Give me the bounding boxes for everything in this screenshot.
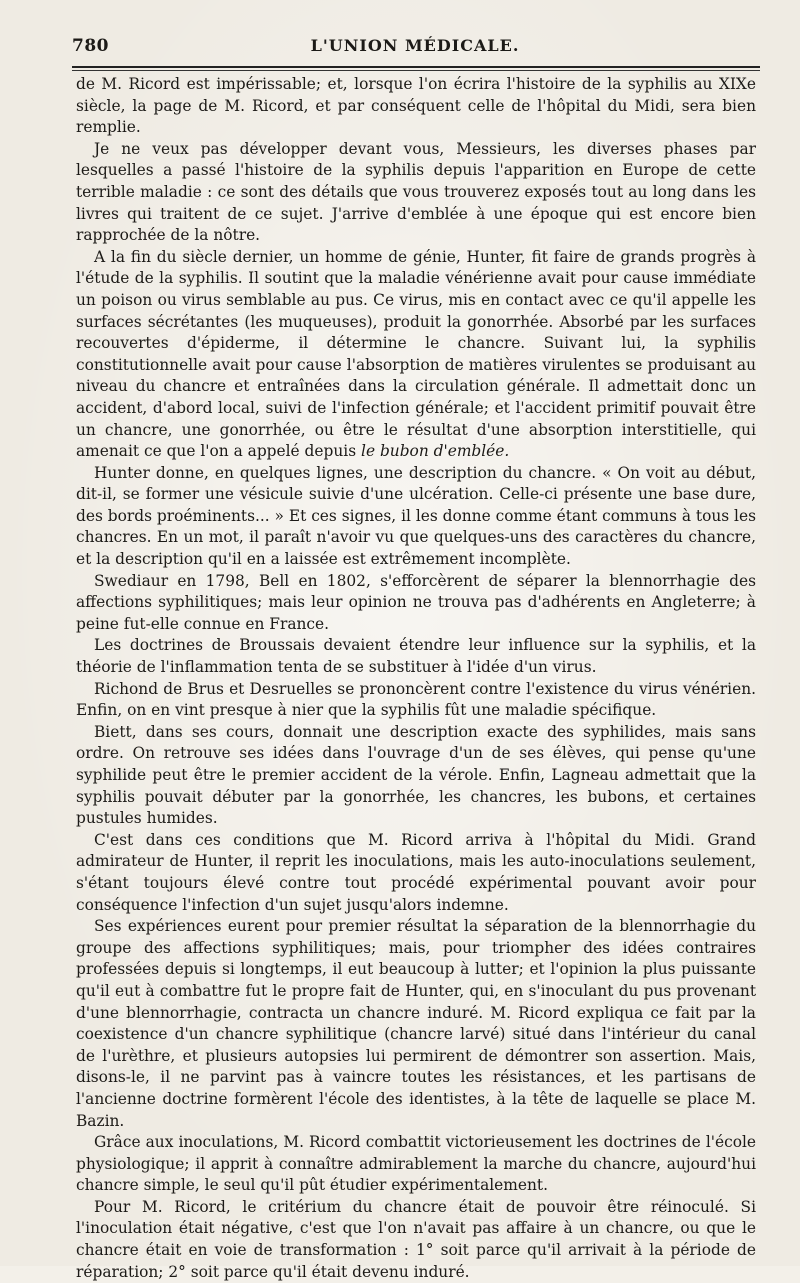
paragraph-4: Hunter donne, en quelques lignes, une description du chancre. « On voit au début, dit-il, se former une vésicule suivie d'une ulcération. Celle-ci présente une base dure, des bords proéminents... » Et ces signes, il les donne comme étant communs à tous les chancres. En un mot, il paraît n'avoir vu que quelques-uns des caractères du chancre, et la description qu'il en a laissée est extrêmement incomplète. <box>76 463 756 569</box>
paragraph-3 <box>76 247 756 463</box>
paragraph-6: Les doctrines de Broussais devaient étendre leur influence sur la syphilis, et la théorie de l'inflammation tenta de se substituer à l'idée d'un virus. <box>76 636 756 677</box>
page-header <box>72 36 758 64</box>
paragraph-3-text: A la fin du siècle dernier, un homme de génie, Hunter, fit faire de grands progrès à l'étude de la syphilis. Il soutint que la maladie vénérienne avait pour cause immédiate un poison ou virus semblable au pus. Ce virus, mis en contact avec ce qu'il appelle les surfaces sécrétantes (les muqueuses), produit la gonorrhée. Absorbé par les surfaces recouvertes d'épiderme, il détermine le chancre. Suivant lui, la syphilis constitutionnelle avait pour cause l'absorption de matières virulentes se produisant au niveau du chancre et entraînées dans la circulation générale. Il admettait donc un accident, d'abord local, suivi de l'infection générale; et l'accident primitif pouvait être un chancre, une gonorrhée, ou être le résultat d'une absorption interstitielle, qui amenait ce que l'on a appelé depuis <box>76 247 756 461</box>
article-body <box>76 74 756 1283</box>
running-title: L'UNION MÉDICALE. <box>310 36 520 55</box>
paragraph-1: de M. Ricord est impérissable; et, lorsque l'on écrira l'histoire de la syphilis au XIXe siècle, la page de M. Ricord, et par conséquent celle de l'hôpital du Midi, sera bien remplie. <box>76 75 756 137</box>
paragraph-3-italic: le bubon d'emblée. <box>361 442 510 461</box>
paragraph-12: Pour M. Ricord, le critérium du chancre était de pouvoir être réinoculé. Si l'inoculation était négative, c'est que l'on n'avait pas affaire à un chancre, ou que le chancre était en voie de transformation : 1° soit parce qu'il arrivait à la période de réparation; 2° soit parce qu'il était devenu induré. <box>76 1197 756 1281</box>
page-number: 780 <box>72 36 109 56</box>
header-rule <box>72 66 760 68</box>
paragraph-5: Swediaur en 1798, Bell en 1802, s'efforcèrent de séparer la blennorrhagie des affections syphilitiques; mais leur opinion ne trouva pas d'adhérents en Angleterre; à peine fut-elle connue en France. <box>76 571 756 633</box>
paragraph-7: Richond de Brus et Desruelles se prononcèrent contre l'existence du virus vénérien. Enfin, on en vint presque à nier que la syphilis fût une maladie spécifique. <box>76 679 756 720</box>
paragraph-11: Grâce aux inoculations, M. Ricord combattit victorieusement les doctrines de l'école physiologique; il apprit à connaître admirablement la marche du chancre, aujourd'hui chancre simple, le seul qu'il pût étudier expérimentalement. <box>76 1133 756 1195</box>
paragraph-8: Biett, dans ses cours, donnait une description exacte des syphilides, mais sans ordre. On retrouve ses idées dans l'ouvrage d'un de ses élèves, qui pense qu'une syphilide peut être le premier accident de la vérole. Enfin, Lagneau admettait que la syphilis pouvait débuter par la gonorrhée, les chancres, les bubons, et certaines pustules humides. <box>76 722 756 828</box>
header-rule-thin <box>72 70 760 71</box>
paragraph-2: Je ne veux pas développer devant vous, Messieurs, les diverses phases par lesquelles a passé l'histoire de la syphilis depuis l'apparition en Europe de cette terrible maladie : ce sont des détails que vous trouverez exposés tout au long dans les livres qui traitent de ce sujet. J'arrive d'emblée à une époque qui est encore bien rapprochée de la nôtre. <box>76 139 756 245</box>
paragraph-9: C'est dans ces conditions que M. Ricord arriva à l'hôpital du Midi. Grand admirateur de Hunter, il reprit les inoculations, mais les auto-inoculations seulement, s'étant toujours élevé contre tout procédé expérimental pouvant avoir pour conséquence l'infection d'un sujet jusqu'alors indemne. <box>76 830 756 914</box>
paragraph-10: Ses expériences eurent pour premier résultat la séparation de la blennorrhagie du groupe des affections syphilitiques; mais, pour triompher des idées contraires professées depuis si longtemps, il eut beaucoup à lutter; et l'opinion la plus puissante qu'il eut à combattre fut le propre fait de Hunter, qui, en s'inoculant du pus provenant d'une blennorrhagie, contracta un chancre induré. M. Ricord expliqua ce fait par la coexistence d'un chancre syphilitique (chancre larvé) situé dans l'intérieur du canal de l'urèthre, et plusieurs autopsies lui permirent de démontrer son assertion. Mais, disons-le, il ne parvint pas à vaincre toutes les résistances, et les partisans de l'ancienne doctrine formèrent l'école des identistes, à la tête de laquelle se place M. Bazin. <box>76 917 756 1130</box>
